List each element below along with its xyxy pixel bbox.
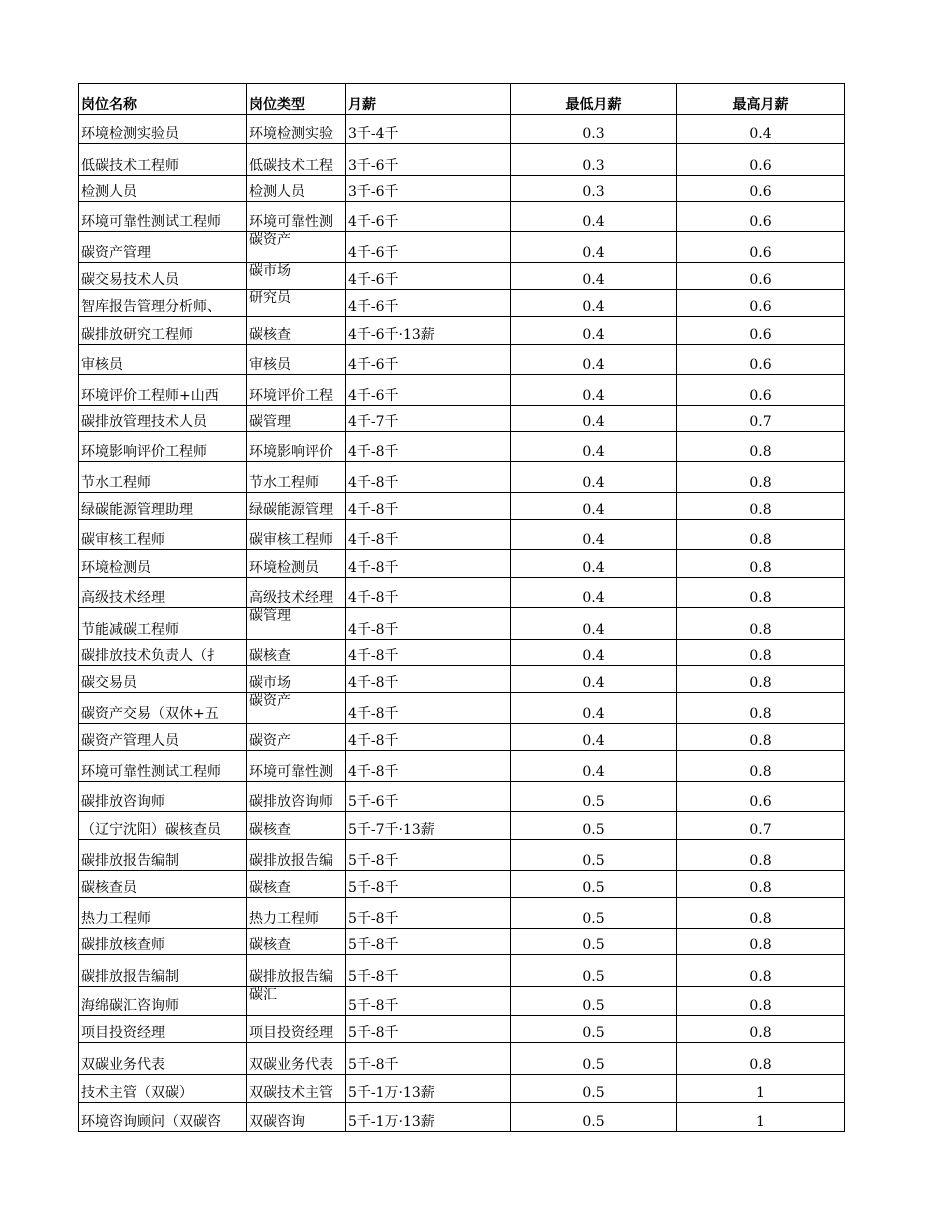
cell-position-type: 双碳咨询: [247, 1103, 346, 1132]
cell-max-salary: 0.6: [677, 290, 845, 317]
cell-position-name: 高级技术经理: [79, 578, 247, 608]
cell-max-salary: 1: [677, 1103, 845, 1132]
cell-max-salary: 0.8: [677, 608, 845, 640]
table-row: [79, 317, 845, 345]
table-row: [79, 290, 845, 317]
cell-monthly-salary: 5千-8千: [346, 987, 511, 1016]
cell-position-name: 碳核查员: [79, 871, 247, 898]
cell-position-type: 碳核查: [247, 871, 346, 898]
cell-monthly-salary: 4千-6千: [346, 232, 511, 263]
cell-min-salary: 0.4: [511, 608, 677, 640]
cell-position-type: 碳排放咨询师: [247, 782, 346, 812]
cell-monthly-salary: 5千-8千: [346, 955, 511, 987]
cell-position-name: 碳交易员: [79, 666, 247, 693]
cell-position-type: 项目投资经理: [247, 1016, 346, 1043]
cell-position-name: 碳排放技术负责人（扌: [79, 640, 247, 666]
table-row: [79, 263, 845, 290]
cell-monthly-salary: 5千-6千: [346, 782, 511, 812]
cell-min-salary: 0.4: [511, 232, 677, 263]
cell-position-name: 双碳业务代表: [79, 1043, 247, 1075]
cell-min-salary: 0.5: [511, 955, 677, 987]
cell-monthly-salary: 4千-6千: [346, 202, 511, 232]
cell-monthly-salary: 5千-8千: [346, 1016, 511, 1043]
cell-position-name: 碳排放报告编制: [79, 955, 247, 987]
cell-position-type: 碳资产: [247, 724, 346, 751]
cell-max-salary: 0.8: [677, 493, 845, 520]
cell-max-salary: 0.8: [677, 724, 845, 751]
cell-position-name: 节水工程师: [79, 462, 247, 493]
cell-position-name: （辽宁沈阳）碳核查员: [79, 812, 247, 840]
table-row: [79, 693, 845, 724]
cell-position-name: 环境检测实验员: [79, 115, 247, 144]
cell-min-salary: 0.4: [511, 345, 677, 375]
cell-max-salary: 0.8: [677, 432, 845, 462]
cell-min-salary: 0.4: [511, 375, 677, 406]
table-row: [79, 812, 845, 840]
cell-min-salary: 0.4: [511, 290, 677, 317]
cell-position-name: 碳排放咨询师: [79, 782, 247, 812]
cell-position-type: 碳核查: [247, 640, 346, 666]
cell-position-name: 碳排放报告编制: [79, 840, 247, 871]
cell-position-type: 碳核查: [247, 317, 346, 345]
cell-min-salary: 0.4: [511, 666, 677, 693]
cell-max-salary: 0.7: [677, 406, 845, 432]
cell-monthly-salary: 3千-6千: [346, 144, 511, 176]
cell-min-salary: 0.5: [511, 1075, 677, 1103]
table-row: [79, 176, 845, 202]
cell-position-type: 环境检测实验: [247, 115, 346, 144]
table-row: [79, 640, 845, 666]
cell-monthly-salary: 4千-6千·13薪: [346, 317, 511, 345]
table-row: [79, 493, 845, 520]
cell-position-name: 检测人员: [79, 176, 247, 202]
cell-max-salary: 0.8: [677, 693, 845, 724]
table-row: [79, 1016, 845, 1043]
cell-min-salary: 0.4: [511, 520, 677, 550]
table-row: [79, 898, 845, 929]
cell-position-type: 低碳技术工程: [247, 144, 346, 176]
cell-monthly-salary: 4千-8千: [346, 724, 511, 751]
table-row: [79, 432, 845, 462]
cell-max-salary: 0.6: [677, 144, 845, 176]
cell-max-salary: 0.8: [677, 840, 845, 871]
cell-min-salary: 0.5: [511, 871, 677, 898]
cell-max-salary: 0.6: [677, 782, 845, 812]
cell-min-salary: 0.3: [511, 176, 677, 202]
table-row: [79, 1043, 845, 1075]
cell-position-name: 绿碳能源管理助理: [79, 493, 247, 520]
cell-min-salary: 0.3: [511, 115, 677, 144]
cell-min-salary: 0.4: [511, 751, 677, 782]
cell-position-type: 环境可靠性测: [247, 751, 346, 782]
cell-position-type: 环境可靠性测: [247, 202, 346, 232]
table-row: [79, 840, 845, 871]
cell-position-name: 节能减碳工程师: [79, 608, 247, 640]
cell-position-name: 热力工程师: [79, 898, 247, 929]
cell-position-name: 智库报告管理分析师、: [79, 290, 247, 317]
table-row: [79, 751, 845, 782]
cell-max-salary: 0.8: [677, 666, 845, 693]
table-row: [79, 871, 845, 898]
cell-max-salary: 0.8: [677, 462, 845, 493]
cell-max-salary: 0.6: [677, 176, 845, 202]
cell-monthly-salary: 5千-8千: [346, 840, 511, 871]
cell-max-salary: 0.8: [677, 520, 845, 550]
cell-position-name: 碳排放核查师: [79, 929, 247, 955]
cell-position-type: 碳汇: [247, 987, 346, 1016]
cell-position-name: 碳排放研究工程师: [79, 317, 247, 345]
cell-position-type: 环境评价工程: [247, 375, 346, 406]
table-row: [79, 1103, 845, 1132]
salary-table: [78, 83, 845, 1132]
cell-monthly-salary: 4千-6千: [346, 290, 511, 317]
cell-monthly-salary: 4千-8千: [346, 520, 511, 550]
cell-position-type: 碳排放报告编: [247, 840, 346, 871]
cell-position-type: 研究员: [247, 290, 346, 317]
cell-max-salary: 0.8: [677, 871, 845, 898]
cell-max-salary: 0.8: [677, 640, 845, 666]
cell-position-name: 审核员: [79, 345, 247, 375]
cell-min-salary: 0.5: [511, 812, 677, 840]
cell-position-type: 热力工程师: [247, 898, 346, 929]
cell-min-salary: 0.4: [511, 640, 677, 666]
header-monthly-salary: 月薪: [346, 84, 511, 115]
cell-position-name: 技术主管（双碳）: [79, 1075, 247, 1103]
table-row: [79, 202, 845, 232]
cell-max-salary: 0.4: [677, 115, 845, 144]
cell-position-type: 环境影响评价: [247, 432, 346, 462]
cell-position-type: 碳管理: [247, 608, 346, 640]
table-row: [79, 115, 845, 144]
cell-max-salary: 0.8: [677, 1043, 845, 1075]
cell-monthly-salary: 4千-8千: [346, 693, 511, 724]
cell-position-name: 环境检测员: [79, 550, 247, 578]
cell-monthly-salary: 3千-6千: [346, 176, 511, 202]
cell-min-salary: 0.3: [511, 144, 677, 176]
cell-min-salary: 0.4: [511, 724, 677, 751]
cell-position-name: 环境可靠性测试工程师: [79, 202, 247, 232]
table-row: [79, 520, 845, 550]
cell-position-type: 碳管理: [247, 406, 346, 432]
cell-position-type: 审核员: [247, 345, 346, 375]
cell-monthly-salary: 4千-6千: [346, 263, 511, 290]
cell-position-name: 海绵碳汇咨询师: [79, 987, 247, 1016]
cell-max-salary: 0.6: [677, 202, 845, 232]
cell-max-salary: 1: [677, 1075, 845, 1103]
cell-min-salary: 0.4: [511, 550, 677, 578]
header-position-name: 岗位名称: [79, 84, 247, 115]
cell-monthly-salary: 4千-6千: [346, 345, 511, 375]
cell-max-salary: 0.8: [677, 955, 845, 987]
cell-monthly-salary: 5千-1万·13薪: [346, 1103, 511, 1132]
table-row: [79, 1075, 845, 1103]
cell-position-type: 环境检测员: [247, 550, 346, 578]
table-row: [79, 987, 845, 1016]
cell-min-salary: 0.5: [511, 782, 677, 812]
cell-monthly-salary: 4千-8千: [346, 462, 511, 493]
cell-position-name: 环境可靠性测试工程师: [79, 751, 247, 782]
cell-max-salary: 0.6: [677, 263, 845, 290]
table-row: [79, 929, 845, 955]
table-row: [79, 462, 845, 493]
table-row: [79, 345, 845, 375]
cell-min-salary: 0.4: [511, 578, 677, 608]
cell-min-salary: 0.5: [511, 929, 677, 955]
header-position-type: 岗位类型: [247, 84, 346, 115]
cell-max-salary: 0.6: [677, 317, 845, 345]
table-row: [79, 724, 845, 751]
cell-min-salary: 0.4: [511, 493, 677, 520]
cell-position-type: 双碳业务代表: [247, 1043, 346, 1075]
cell-monthly-salary: 5千-8千: [346, 929, 511, 955]
cell-monthly-salary: 4千-8千: [346, 550, 511, 578]
cell-monthly-salary: 5千-8千: [346, 871, 511, 898]
cell-min-salary: 0.5: [511, 1016, 677, 1043]
cell-max-salary: 0.8: [677, 1016, 845, 1043]
cell-monthly-salary: 4千-8千: [346, 751, 511, 782]
cell-position-type: 碳资产: [247, 232, 346, 263]
cell-monthly-salary: 5千-8千: [346, 898, 511, 929]
cell-monthly-salary: 3千-4千: [346, 115, 511, 144]
table-row: [79, 375, 845, 406]
cell-min-salary: 0.5: [511, 1043, 677, 1075]
cell-position-type: 碳资产: [247, 693, 346, 724]
cell-monthly-salary: 5千-1万·13薪: [346, 1075, 511, 1103]
cell-position-type: 碳核查: [247, 929, 346, 955]
cell-position-name: 碳排放管理技术人员: [79, 406, 247, 432]
cell-position-name: 碳资产管理: [79, 232, 247, 263]
cell-position-type: 检测人员: [247, 176, 346, 202]
cell-monthly-salary: 4千-8千: [346, 640, 511, 666]
cell-min-salary: 0.5: [511, 898, 677, 929]
cell-max-salary: 0.8: [677, 898, 845, 929]
cell-position-type: 碳核查: [247, 812, 346, 840]
cell-max-salary: 0.8: [677, 751, 845, 782]
header-max-salary: 最高月薪: [677, 84, 845, 115]
cell-monthly-salary: 4千-8千: [346, 432, 511, 462]
cell-position-type: 双碳技术主管: [247, 1075, 346, 1103]
table-row: [79, 578, 845, 608]
cell-position-name: 碳资产交易（双休+五: [79, 693, 247, 724]
table-row: [79, 144, 845, 176]
table-row: [79, 406, 845, 432]
cell-position-name: 碳交易技术人员: [79, 263, 247, 290]
cell-max-salary: 0.7: [677, 812, 845, 840]
cell-monthly-salary: 4千-8千: [346, 666, 511, 693]
cell-min-salary: 0.4: [511, 202, 677, 232]
cell-position-type: 节水工程师: [247, 462, 346, 493]
table-row: [79, 666, 845, 693]
cell-min-salary: 0.5: [511, 1103, 677, 1132]
cell-min-salary: 0.4: [511, 406, 677, 432]
cell-position-name: 环境影响评价工程师: [79, 432, 247, 462]
cell-min-salary: 0.5: [511, 987, 677, 1016]
table-row: [79, 232, 845, 263]
cell-max-salary: 0.6: [677, 345, 845, 375]
cell-min-salary: 0.5: [511, 840, 677, 871]
cell-max-salary: 0.8: [677, 929, 845, 955]
cell-monthly-salary: 4千-8千: [346, 578, 511, 608]
cell-max-salary: 0.6: [677, 375, 845, 406]
cell-position-type: 碳审核工程师: [247, 520, 346, 550]
cell-monthly-salary: 4千-6千: [346, 375, 511, 406]
cell-min-salary: 0.4: [511, 317, 677, 345]
cell-position-name: 项目投资经理: [79, 1016, 247, 1043]
header-min-salary: 最低月薪: [511, 84, 677, 115]
cell-position-type: 高级技术经理: [247, 578, 346, 608]
table-row: [79, 608, 845, 640]
cell-max-salary: 0.6: [677, 232, 845, 263]
cell-position-name: 碳审核工程师: [79, 520, 247, 550]
cell-min-salary: 0.4: [511, 263, 677, 290]
cell-min-salary: 0.4: [511, 462, 677, 493]
cell-monthly-salary: 4千-8千: [346, 608, 511, 640]
cell-position-name: 环境评价工程师+山西: [79, 375, 247, 406]
cell-monthly-salary: 4千-7千: [346, 406, 511, 432]
cell-max-salary: 0.8: [677, 578, 845, 608]
cell-position-name: 碳资产管理人员: [79, 724, 247, 751]
cell-monthly-salary: 4千-8千: [346, 493, 511, 520]
cell-position-name: 环境咨询顾问（双碳咨: [79, 1103, 247, 1132]
table-row: [79, 550, 845, 578]
table-row: [79, 955, 845, 987]
cell-max-salary: 0.8: [677, 550, 845, 578]
cell-position-name: 低碳技术工程师: [79, 144, 247, 176]
cell-monthly-salary: 5千-8千: [346, 1043, 511, 1075]
cell-min-salary: 0.4: [511, 693, 677, 724]
cell-min-salary: 0.4: [511, 432, 677, 462]
cell-position-type: 碳市场: [247, 263, 346, 290]
cell-max-salary: 0.8: [677, 987, 845, 1016]
cell-position-type: 碳市场: [247, 666, 346, 693]
header-row: [79, 84, 845, 115]
table-row: [79, 782, 845, 812]
cell-position-type: 绿碳能源管理: [247, 493, 346, 520]
cell-monthly-salary: 5千-7千·13薪: [346, 812, 511, 840]
cell-position-type: 碳排放报告编: [247, 955, 346, 987]
